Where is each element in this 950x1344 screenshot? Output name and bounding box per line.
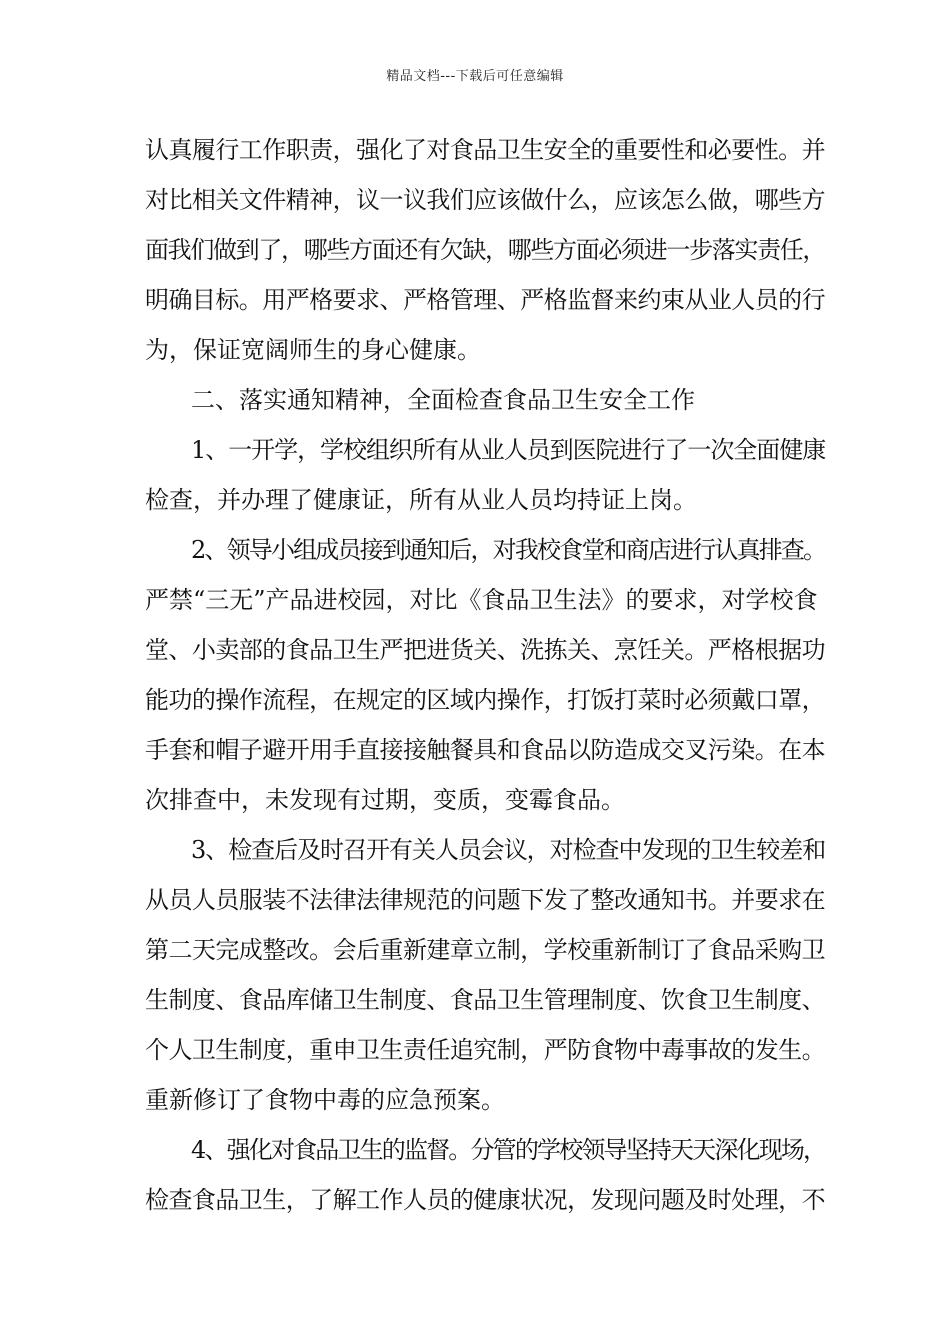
text-line: 严禁“三无”产品进校园，对比《食品卫生法》的要求，对学校食 [145, 586, 818, 614]
text-line: 从员人员服装不法律法律规范的问题下发了整改通知书。并要求在 [145, 886, 826, 914]
text-line: 对比相关文件精神，议一议我们应该做什么，应该怎么做，哪些方 [145, 186, 826, 214]
text-line: 为，保证宽阔师生的身心健康。 [145, 336, 481, 364]
text-line: 二、落实通知精神，全面检查食品卫生安全工作 [191, 386, 695, 414]
page-header: 精品文档---下载后可任意编辑 [386, 69, 564, 84]
document-body [145, 132, 825, 1232]
text-line: 面我们做到了，哪些方面还有欠缺，哪些方面必须进一步落实责任， [145, 236, 826, 264]
text-line: 2、领导小组成员接到通知后，对我校食堂和商店进行认真排查。 [191, 536, 826, 564]
text-line: 次排查中，未发现有过期，变质，变霉食品。 [145, 786, 625, 814]
text-line: 认真履行工作职责，强化了对食品卫生安全的重要性和必要性。并 [145, 136, 826, 164]
text-line: 1、一开学，学校组织所有从业人员到医院进行了一次全面健康 [191, 436, 826, 464]
text-line: 检查，并办理了健康证，所有从业人员均持证上岗。 [145, 486, 697, 514]
text-line: 明确目标。用严格要求、严格管理、严格监督来约束从业人员的行 [145, 286, 826, 314]
text-line: 手套和帽子避开用手直接接触餐具和食品以防造成交叉污染。在本 [145, 736, 826, 764]
text-line: 检查食品卫生，了解工作人员的健康状况，发现问题及时处理，不 [145, 1186, 826, 1214]
text-line: 个人卫生制度，重申卫生责任追究制，严防食物中毒事故的发生。 [145, 1036, 826, 1064]
text-line: 堂、小卖部的食品卫生严把进货关、洗拣关、烹饪关。严格根据功 [145, 636, 826, 664]
text-line: 能功的操作流程，在规定的区域内操作，打饭打菜时必须戴口罩， [145, 686, 826, 714]
text-line: 生制度、食品库储卫生制度、食品卫生管理制度、饮食卫生制度、 [145, 986, 826, 1014]
text-line: 3、检查后及时召开有关人员会议，对检查中发现的卫生较差和 [191, 836, 826, 864]
text-line: 4、强化对食品卫生的监督。分管的学校领导坚持天天深化现场， [191, 1136, 826, 1164]
text-line: 重新修订了食物中毒的应急预案。 [145, 1086, 505, 1114]
text-line: 第二天完成整改。会后重新建章立制，学校重新制订了食品采购卫 [145, 936, 826, 964]
